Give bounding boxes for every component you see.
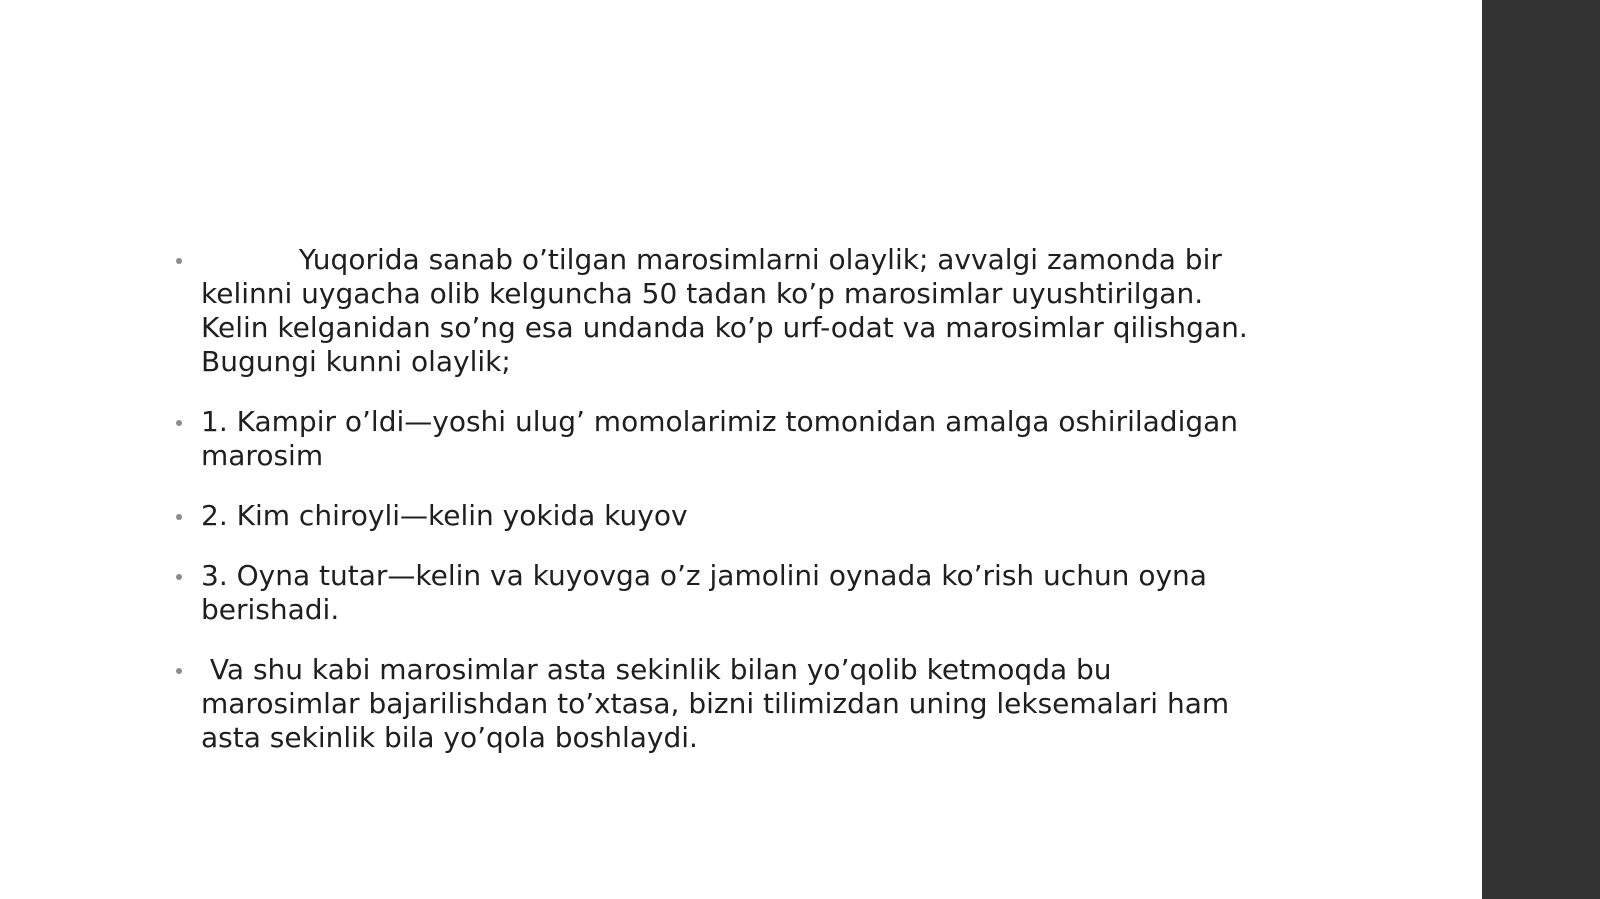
bullet-dot-icon xyxy=(176,668,182,674)
bullet-text: 1. Kampir o’ldi—yoshi ulug’ momolarimiz tomonidan amalga oshiriladigan marosim xyxy=(201,405,1247,472)
bullet-item-conclusion xyxy=(174,653,1274,755)
slide-content xyxy=(174,243,1274,781)
bullet-text: 3. Oyna tutar—kelin va kuyovga o’z jamolini oynada ko’rish uchun oyna berishadi. xyxy=(201,559,1216,626)
side-bar xyxy=(1482,0,1600,899)
bullet-list xyxy=(174,243,1274,755)
bullet-dot-icon xyxy=(176,574,182,580)
bullet-dot-icon xyxy=(176,514,182,520)
bullet-text: Va shu kabi marosimlar asta sekinlik bilan yo’qolib ketmoqda bu marosimlar bajarilishdan to’xtasa, bizni tilimizdan uning leksemalari ham asta sekinlik bila yo’qola boshlaydi. xyxy=(201,653,1239,754)
bullet-text: Yuqorida sanab o’tilgan marosimlarni olaylik; avvalgi zamonda bir kelinni uygacha olib kelguncha 50 tadan ko’p marosimlar uyushtirilgan. Kelin kelganidan so’ng esa undanda ko’p urf-odat va marosimlar qilishgan. Bugungi kunni olaylik; xyxy=(201,243,1257,378)
bullet-dot-icon xyxy=(176,420,182,426)
bullet-item-kim-chiroyli xyxy=(174,499,1274,533)
bullet-item-intro xyxy=(174,243,1274,379)
bullet-item-oyna-tutar xyxy=(174,559,1274,627)
bullet-dot-icon xyxy=(176,258,182,264)
bullet-item-kampir-oldi xyxy=(174,405,1274,473)
bullet-text: 2. Kim chiroyli—kelin yokida kuyov xyxy=(201,499,688,532)
